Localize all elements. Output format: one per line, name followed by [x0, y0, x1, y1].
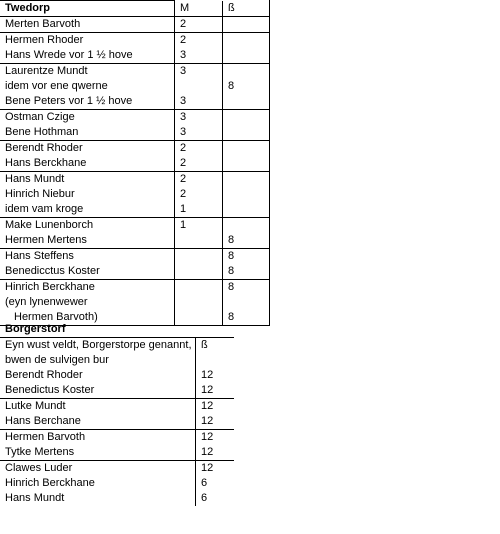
m-cell	[175, 264, 223, 280]
name-cell: Hans Wrede vor 1 ½ hove	[5, 49, 133, 61]
s-cell	[223, 141, 270, 157]
value-cell: 12	[196, 461, 235, 477]
s-cell	[223, 48, 270, 64]
value-cell: 12	[196, 368, 235, 383]
col-header-s: ß	[223, 1, 270, 17]
col-header-m: M	[175, 1, 223, 17]
table-row	[0, 399, 234, 415]
name-cell: Merten Barvoth	[0, 17, 175, 33]
table-row	[0, 249, 270, 265]
m-cell: 2	[175, 17, 223, 33]
name-cell: Benedictus Koster	[5, 384, 95, 396]
name-cell: Hans Mundt	[5, 492, 65, 504]
name-cell: Hans Steffens	[0, 249, 175, 265]
table-row	[0, 172, 270, 188]
table-row	[0, 430, 234, 446]
table-row	[0, 79, 270, 94]
m-cell: 3	[175, 110, 223, 126]
value-cell: 12	[196, 414, 235, 430]
s-cell: 8	[223, 264, 270, 280]
table-row	[0, 383, 234, 399]
header-row	[0, 1, 270, 17]
m-cell: 1	[175, 202, 223, 218]
s-cell	[223, 125, 270, 141]
s-cell	[223, 33, 270, 49]
title-row	[0, 322, 234, 338]
s-cell: 8	[223, 280, 270, 296]
table-row	[0, 141, 270, 157]
value-cell	[196, 353, 235, 368]
table-row	[0, 368, 234, 383]
table-row	[0, 491, 234, 506]
table-row	[0, 156, 270, 172]
name-cell: Ostman Czige	[0, 110, 175, 126]
name-cell: Hinrich Berckhane	[5, 477, 95, 489]
m-cell: 2	[175, 187, 223, 202]
name-cell: Berendt Rhoder	[5, 369, 83, 381]
table-row	[0, 445, 234, 461]
name-cell: Hinrich Berckhane	[0, 280, 175, 296]
s-cell	[223, 172, 270, 188]
s-cell	[223, 94, 270, 110]
value-cell: 12	[196, 430, 235, 446]
table-row	[0, 476, 234, 491]
table-title: Twedorp	[0, 1, 175, 17]
table-row	[0, 110, 270, 126]
name-cell: Clawes Luder	[0, 461, 196, 477]
table-row	[0, 48, 270, 64]
m-cell: 2	[175, 172, 223, 188]
name-cell: Hans Berchane	[5, 415, 81, 427]
m-cell	[175, 249, 223, 265]
name-cell: Hans Berckhane	[5, 157, 87, 169]
name-cell: Hinrich Niebur	[5, 188, 75, 200]
m-cell: 2	[175, 141, 223, 157]
table-row	[0, 33, 270, 49]
table-row	[0, 414, 234, 430]
name-cell: Lutke Mundt	[0, 399, 196, 415]
s-cell: 8	[223, 233, 270, 249]
table-row	[0, 17, 270, 33]
s-cell	[223, 17, 270, 33]
m-cell	[175, 295, 223, 310]
s-cell	[223, 218, 270, 234]
s-cell	[223, 64, 270, 80]
name-cell: Berendt Rhoder	[0, 141, 175, 157]
value-cell: 12	[196, 383, 235, 399]
table-row	[0, 125, 270, 141]
table-row	[0, 461, 234, 477]
m-cell: 3	[175, 125, 223, 141]
table-row	[0, 218, 270, 234]
value-cell: 6	[196, 476, 235, 491]
m-cell	[175, 233, 223, 249]
name-cell: Bene Peters vor 1 ½ hove	[5, 95, 133, 107]
name-cell: Make Lunenborch	[0, 218, 175, 234]
s-cell	[223, 156, 270, 172]
s-cell	[223, 295, 270, 310]
table-row	[0, 338, 234, 354]
table-row	[0, 264, 270, 280]
name-cell: Hermen Barvoth	[0, 430, 196, 446]
table-row	[0, 202, 270, 218]
name-cell: Laurentze Mundt	[0, 64, 175, 80]
name-cell: Eyn wust veldt, Borgerstorpe genannt,	[0, 338, 196, 354]
value-cell: ß	[196, 338, 235, 354]
s-cell: 8	[223, 310, 270, 326]
table-row	[0, 94, 270, 110]
name-cell: Bene Hothman	[5, 126, 79, 138]
name-cell: bwen de sulvigen bur	[5, 354, 109, 366]
table-row	[0, 233, 270, 249]
name-cell: idem vor ene qwerne	[5, 80, 108, 92]
s-cell	[223, 202, 270, 218]
s-cell	[223, 110, 270, 126]
name-cell: Hermen Mertens	[5, 234, 87, 246]
value-cell: 6	[196, 491, 235, 506]
table-row	[0, 280, 270, 296]
m-cell	[175, 79, 223, 94]
name-cell: (eyn lynenwewer	[5, 296, 88, 308]
table-title: Borgerstorf	[5, 323, 66, 335]
table-row	[0, 353, 234, 368]
table-row	[0, 187, 270, 202]
name-cell: idem vam kroge	[5, 203, 84, 215]
s-cell: 8	[223, 79, 270, 94]
s-cell	[223, 187, 270, 202]
name-cell: Hans Mundt	[0, 172, 175, 188]
table-row	[0, 64, 270, 80]
m-cell	[175, 280, 223, 296]
table-row	[0, 295, 270, 310]
m-cell: 3	[175, 48, 223, 64]
value-cell: 12	[196, 445, 235, 461]
name-cell: Hermen Barvoth)	[0, 310, 175, 326]
m-cell: 2	[175, 33, 223, 49]
m-cell: 3	[175, 94, 223, 110]
m-cell: 3	[175, 64, 223, 80]
borgerstorf-table	[0, 322, 234, 506]
s-cell: 8	[223, 249, 270, 265]
name-cell: Hermen Rhoder	[0, 33, 175, 49]
m-cell: 2	[175, 156, 223, 172]
twedorp-table	[0, 0, 270, 326]
m-cell: 1	[175, 218, 223, 234]
name-cell: Tytke Mertens	[5, 446, 75, 458]
value-cell: 12	[196, 399, 235, 415]
name-cell: Benedicctus Koster	[5, 265, 100, 277]
